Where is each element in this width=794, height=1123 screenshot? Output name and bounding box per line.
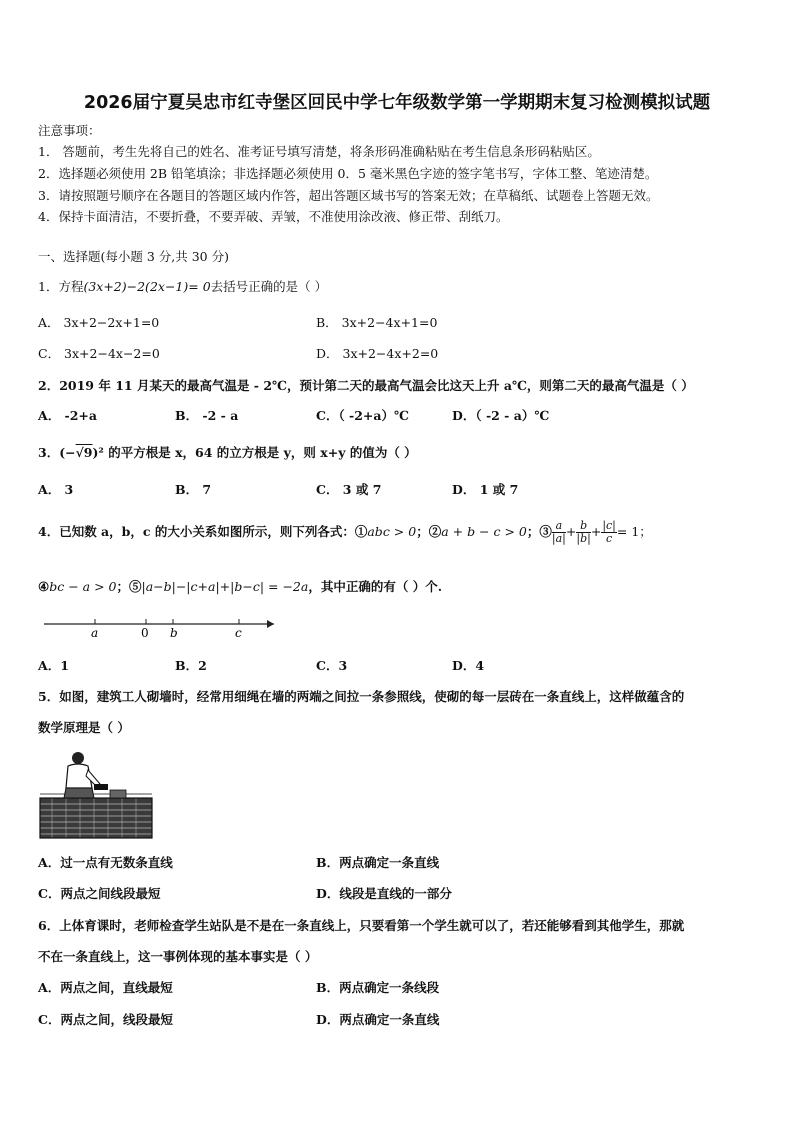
q4-expr1: abc > 0: [367, 524, 417, 539]
q5-option-d[interactable]: D．线段是直线的一部分: [316, 886, 452, 901]
label-b: b: [170, 626, 178, 640]
q4-line2-tail: ，其中正确的有（ ）个.: [308, 579, 443, 594]
q6-option-b[interactable]: B．两点确定一条线段: [316, 980, 440, 995]
q4-number-line: [38, 612, 288, 642]
q1-option-c[interactable]: C． 3x+2−4x−2=0: [38, 346, 160, 361]
q5-stem-line2: 数学原理是（ ）: [38, 720, 130, 735]
notice-item-3: 3．请按照题号顺序在各题目的答题区域内作答，超出答题区域书写的答案无效；在草稿纸、试题卷上答题无效。: [38, 188, 659, 203]
q4-expr3-tail: = 1；: [616, 524, 652, 539]
notice-heading: 注意事项：: [38, 123, 101, 138]
q4-stem-line1: 4．已知数 a，b，c 的大小关系如图所示，则下列各式：①abc > 0；②a + b − c > 0；③ $\frac{a}{|a|}$ + $\frac{b}{|b|}$ + $\frac{|c|}{c}$ = 1；: [38, 519, 652, 545]
q4-expr5: |a−b|−|c+a|+|b−c| = −2a: [141, 579, 309, 594]
brick: [110, 790, 126, 798]
q4-expr4: bc − a > 0: [49, 579, 117, 594]
q3-stem: [38, 443, 417, 461]
q4-option-a[interactable]: A．1: [38, 658, 69, 673]
q4-sep5: ；⑤: [116, 579, 142, 594]
page-title: 2026届宁夏吴忠市红寺堡区回民中学七年级数学第一学期期末复习检测模拟试题: [83, 93, 711, 113]
q1-stem-suffix: 去括号正确的是（ ）: [210, 279, 328, 294]
q1-option-d[interactable]: D． 3x+2−4x+2=0: [316, 346, 439, 361]
label-a: a: [91, 626, 99, 640]
q2-option-c[interactable]: C．（ -2+a）℃: [316, 408, 409, 423]
number-line-arrow: [267, 620, 274, 628]
q3-option-a[interactable]: A． 3: [38, 482, 74, 497]
q4-frac-c: $\frac{|c|}{c}$: [602, 519, 616, 545]
q4-sep2: ；②: [416, 524, 442, 539]
q3-stem-c: )² 的平方根是 x，64 的立方根是 y，则 x+y 的值为（ ）: [92, 445, 417, 460]
q4-line2-a: ④: [38, 579, 50, 594]
q5-option-a[interactable]: A．过一点有无数条直线: [38, 855, 173, 870]
q5-option-b[interactable]: B．两点确定一条直线: [316, 855, 440, 870]
q4-expr2: a + b − c > 0: [441, 524, 527, 539]
q4-option-b[interactable]: B．2: [175, 658, 207, 673]
q2-stem: 2．2019 年 11 月某天的最高气温是 - 2℃，预计第二天的最高气温会比这天上升 a℃，则第二天的最高气温是（ ）: [38, 378, 694, 393]
q3-sqrt: √9: [75, 445, 93, 460]
q6-stem-line1: 6．上体育课时，老师检查学生站队是不是在一条直线上，只要看第一个学生就可以了，若还能够看到其他学生，那就: [38, 918, 685, 933]
q1-option-b[interactable]: B． 3x+2−4x+1=0: [316, 315, 438, 330]
q4-stem-a: 4．已知数 a，b，c 的大小关系如图所示，则下列各式：①: [38, 524, 368, 539]
bricklayer-illustration: [38, 746, 154, 840]
q1-stem-prefix: 1．方程: [38, 279, 84, 294]
label-0: 0: [141, 626, 149, 640]
q3-option-d[interactable]: D． 1 或 7: [452, 482, 519, 497]
q6-option-d[interactable]: D．两点确定一条直线: [316, 1012, 440, 1027]
q1-stem: [38, 277, 327, 295]
q6-option-c[interactable]: C．两点之间，线段最短: [38, 1012, 173, 1027]
section-heading: 一、选择题(每小题 3 分,共 30 分): [38, 249, 229, 264]
notice-item-4: 4．保持卡面清洁，不要折叠，不要弄破、弄皱，不准使用涂改液、修正带、刮纸刀。: [38, 209, 509, 224]
q5-stem-line1: 5．如图，建筑工人砌墙时，经常用细绳在墙的两端之间拉一条参照线，使砌的每一层砖在一条直线上，这样做蕴含的: [38, 689, 685, 704]
q3-option-b[interactable]: B． 7: [175, 482, 212, 497]
q4-frac-a: $\frac{a}{|a|}$: [551, 519, 566, 545]
q2-option-d[interactable]: D．（ -2 - a）℃: [452, 408, 550, 423]
q1-option-a[interactable]: A． 3x+2−2x+1=0: [38, 315, 160, 330]
q1-equation: (3x+2)−2(2x−1)= 0: [83, 279, 211, 294]
trowel: [94, 784, 108, 790]
worker-head: [72, 752, 84, 764]
q6-option-a[interactable]: A．两点之间，直线最短: [38, 980, 173, 995]
q3-option-c[interactable]: C． 3 或 7: [316, 482, 382, 497]
q4-sep3: ；③: [526, 524, 552, 539]
q2-option-b[interactable]: B． -2 - a: [175, 408, 239, 423]
label-c: c: [235, 626, 242, 640]
q4-frac-b: $\frac{b}{|b|}$: [576, 519, 591, 545]
notice-item-2: 2．选择题必须使用 2B 铅笔填涂；非选择题必须使用 0．5 毫米黑色字迹的签字笔书写，字体工整、笔迹清楚。: [38, 166, 658, 181]
q6-stem-line2: 不在一条直线上，这一事例体现的基本事实是（ ）: [38, 949, 318, 964]
q3-stem-a: 3．(−: [38, 445, 76, 460]
q4-stem-line2: [38, 577, 442, 595]
q2-option-a[interactable]: A． -2+a: [38, 408, 98, 423]
q5-option-c[interactable]: C．两点之间线段最短: [38, 886, 161, 901]
q4-option-d[interactable]: D．4: [452, 658, 485, 673]
notice-item-1: 1． 答题前，考生先将自己的姓名、准考证号填写清楚，将条形码准确粘贴在考生信息条形码粘贴区。: [38, 144, 600, 159]
q4-option-c[interactable]: C．3: [316, 658, 348, 673]
